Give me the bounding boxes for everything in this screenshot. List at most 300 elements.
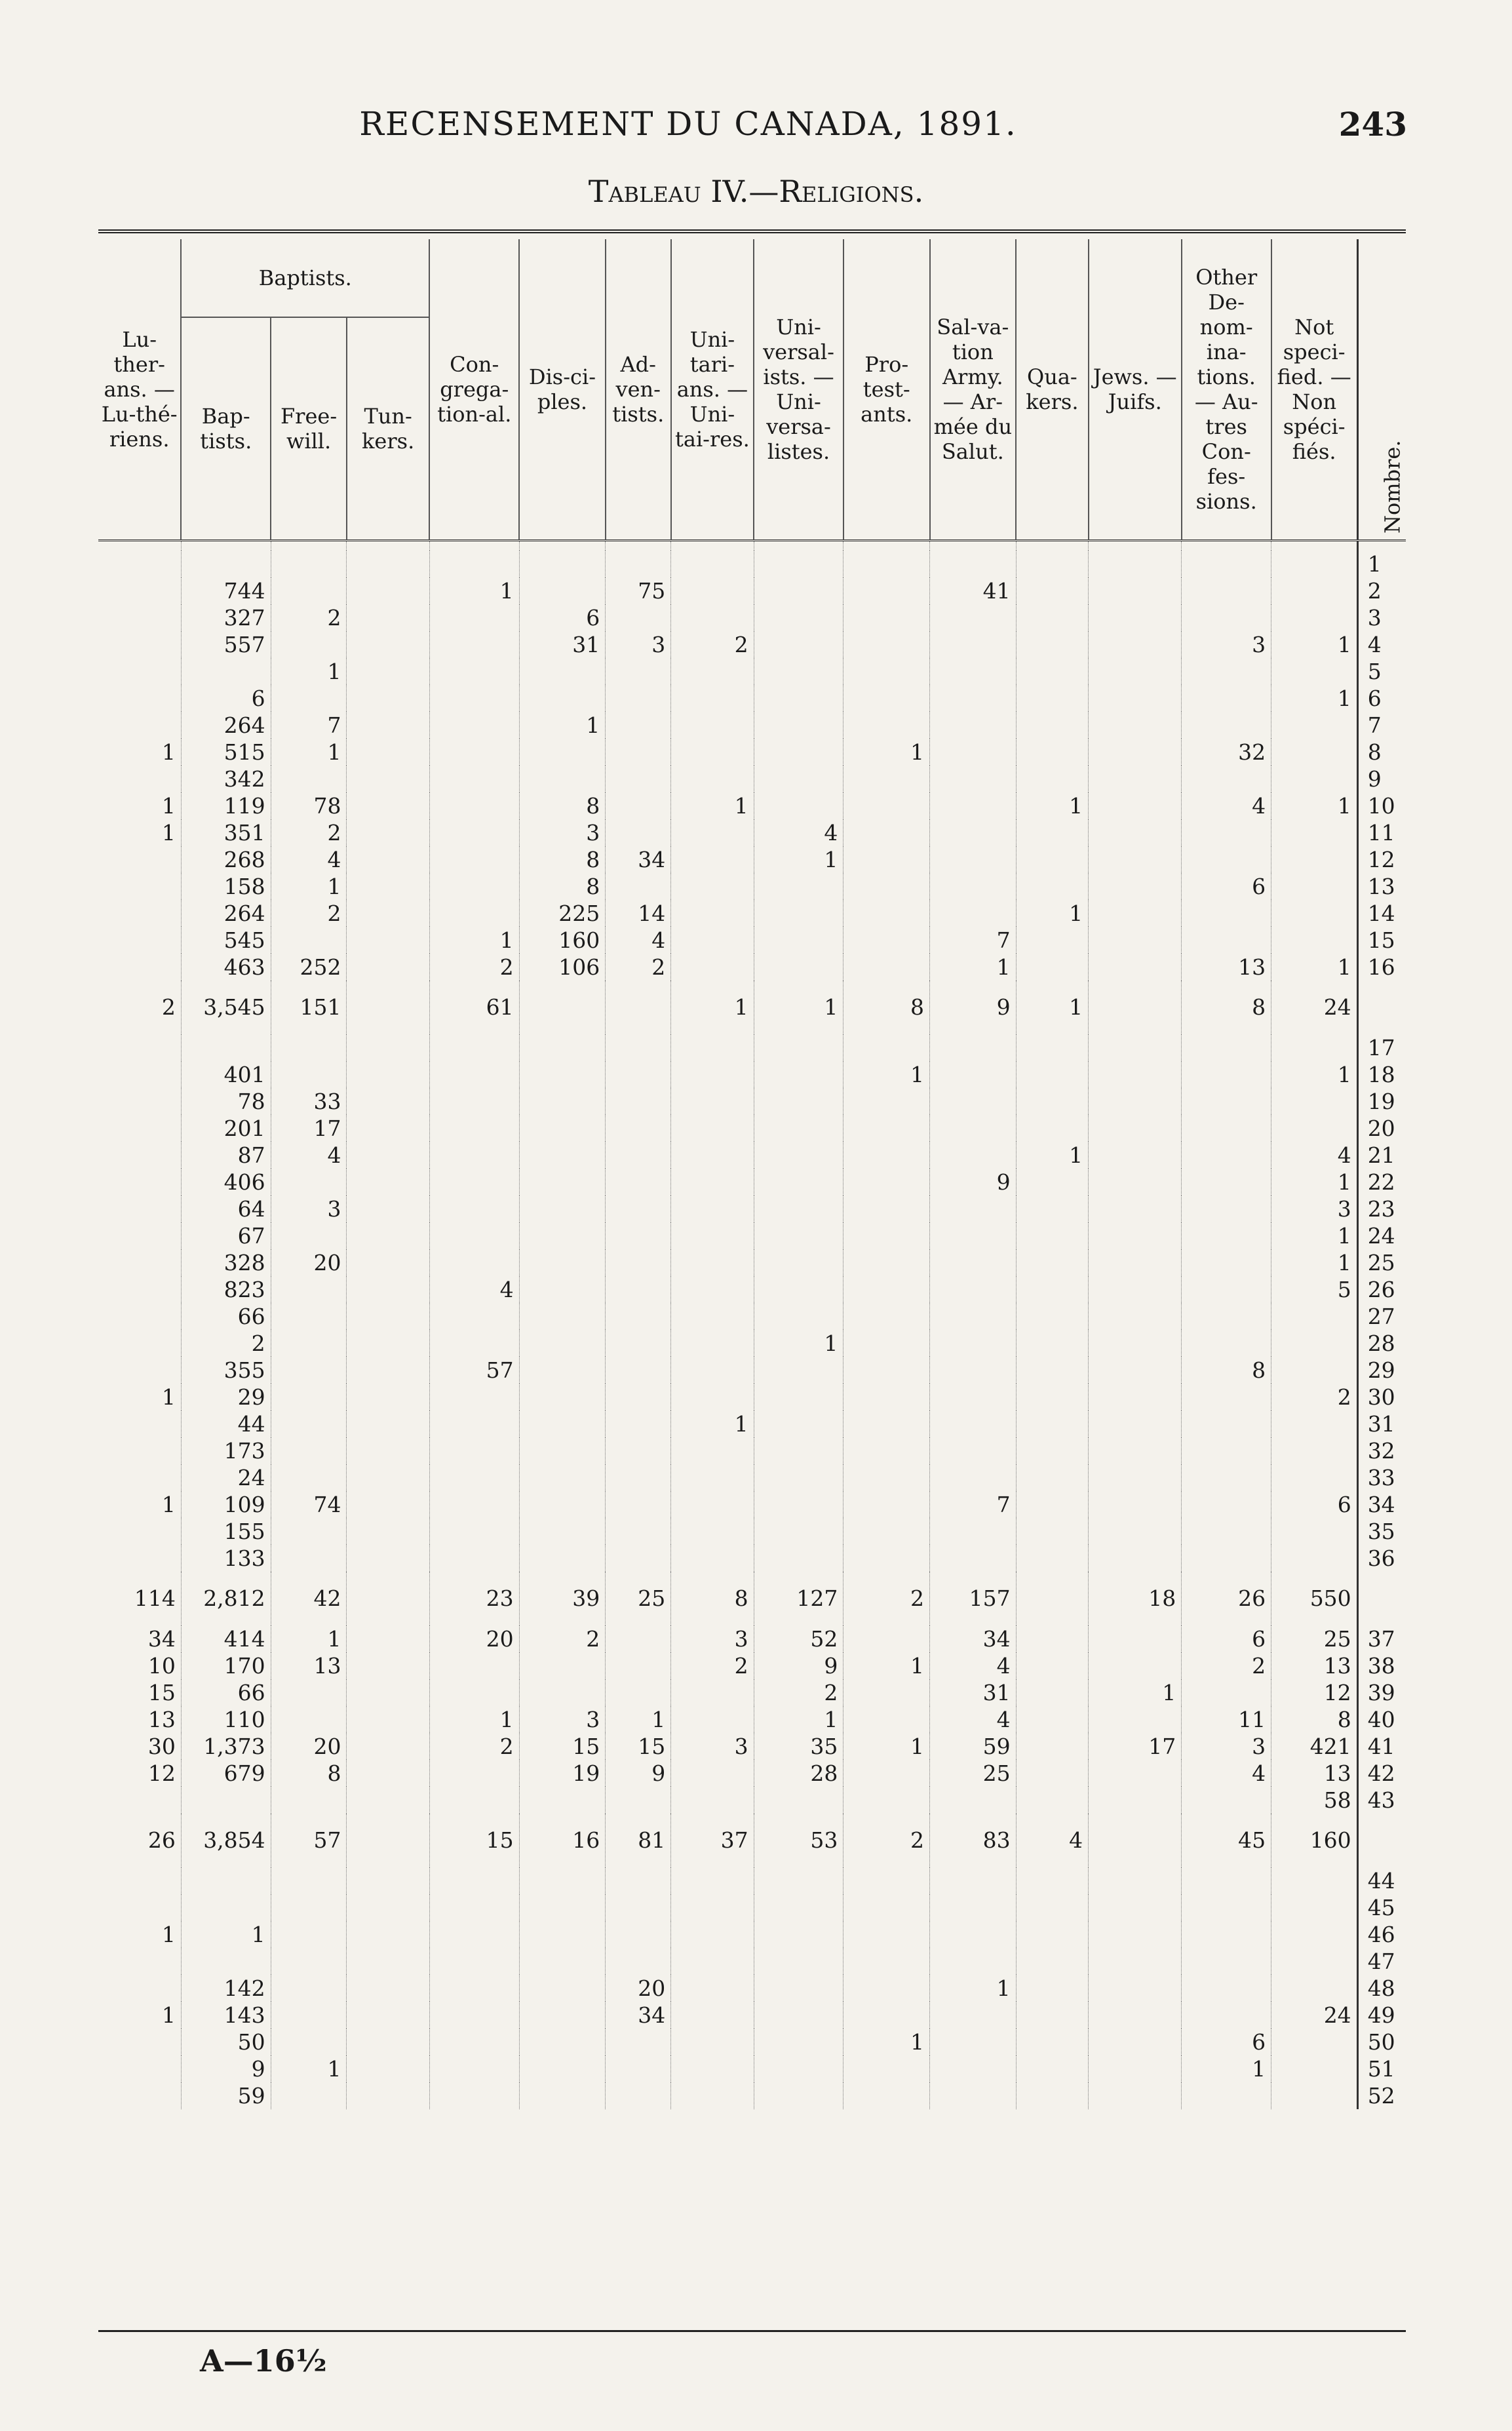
cell xyxy=(606,2029,671,2055)
cell xyxy=(930,1142,1017,1169)
cell xyxy=(1016,1679,1089,1706)
cell xyxy=(671,1061,754,1088)
cell: 44 xyxy=(181,1410,271,1437)
cell xyxy=(671,551,754,577)
table-row xyxy=(98,1276,1406,1303)
cell xyxy=(1016,2029,1089,2055)
cell xyxy=(429,900,519,927)
table-row xyxy=(98,819,1406,846)
cell xyxy=(429,1975,519,2002)
row-number: 27 xyxy=(1357,1303,1406,1330)
cell xyxy=(181,658,271,685)
cell xyxy=(1089,1410,1182,1437)
cell xyxy=(1271,1115,1358,1142)
cell xyxy=(429,658,519,685)
cell: 114 xyxy=(134,1585,176,1611)
cell xyxy=(429,1437,519,1464)
cell xyxy=(843,1115,930,1142)
cell xyxy=(843,1330,930,1357)
cell xyxy=(930,631,1017,658)
cell xyxy=(671,873,754,900)
cell: 24 xyxy=(1271,981,1358,1034)
cell xyxy=(671,2002,754,2029)
total-row xyxy=(98,981,1406,1034)
cell xyxy=(1089,900,1182,927)
cell xyxy=(1182,1142,1271,1169)
cell: 173 xyxy=(181,1437,271,1464)
cell: 1 xyxy=(271,873,347,900)
cell xyxy=(271,1384,347,1410)
cell: 1,373 xyxy=(181,1733,271,1760)
cell xyxy=(606,1115,671,1142)
cell xyxy=(519,1303,606,1330)
cell xyxy=(98,1142,181,1169)
cell xyxy=(606,2055,671,2082)
cell: 8 xyxy=(519,792,606,819)
cell xyxy=(1182,604,1271,631)
table-row xyxy=(98,604,1406,631)
cell xyxy=(1182,1787,1271,1814)
cell xyxy=(347,1652,429,1679)
cell: 25 xyxy=(930,1760,1017,1787)
cell xyxy=(1182,1545,1271,1572)
cell xyxy=(930,1088,1017,1115)
row-number: 17 xyxy=(1357,1034,1406,1061)
cell xyxy=(1089,604,1182,631)
row-number: 33 xyxy=(1357,1464,1406,1491)
row-number: 3 xyxy=(1357,604,1406,631)
cell xyxy=(843,658,930,685)
col-nombre: Nombre. xyxy=(1357,239,1406,540)
cell: 6 xyxy=(519,604,606,631)
cell xyxy=(671,2029,754,2055)
table-row xyxy=(98,1545,1406,1572)
cell xyxy=(1271,1867,1358,1894)
cell xyxy=(1089,981,1182,1034)
cell: 29 xyxy=(181,1384,271,1410)
cell xyxy=(181,1034,271,1061)
cell: 351 xyxy=(181,819,271,846)
cell xyxy=(754,792,843,819)
cell: 157 xyxy=(930,1572,1017,1625)
cell xyxy=(930,1384,1017,1410)
cell xyxy=(1016,1464,1089,1491)
cell xyxy=(930,1894,1017,1921)
cell xyxy=(843,1142,930,1169)
cell xyxy=(429,1222,519,1249)
row-number: 35 xyxy=(1357,1518,1406,1545)
cell xyxy=(1089,1357,1182,1384)
cell xyxy=(1182,1061,1271,1088)
row-number: 9 xyxy=(1357,766,1406,792)
cell xyxy=(98,766,181,792)
cell xyxy=(930,604,1017,631)
cell xyxy=(754,1410,843,1437)
cell xyxy=(754,1196,843,1222)
cell xyxy=(843,712,930,739)
cell: 78 xyxy=(181,1088,271,1115)
cell: 170 xyxy=(181,1652,271,1679)
cell xyxy=(843,1948,930,1975)
cell xyxy=(519,766,606,792)
cell xyxy=(519,1034,606,1061)
cell xyxy=(606,604,671,631)
table-row xyxy=(98,685,1406,712)
cell xyxy=(1016,1384,1089,1410)
cell: 74 xyxy=(271,1491,347,1518)
cell xyxy=(1089,1034,1182,1061)
cell xyxy=(1089,1518,1182,1545)
cell xyxy=(843,1706,930,1733)
cell: 2 xyxy=(271,819,347,846)
cell: 3 xyxy=(519,819,606,846)
row-number: 50 xyxy=(1357,2029,1406,2055)
table-row xyxy=(98,1787,1406,1814)
cell xyxy=(1016,1330,1089,1357)
cell xyxy=(671,1894,754,1921)
cell xyxy=(1089,551,1182,577)
col-freewill: Free-will. xyxy=(271,317,347,540)
cell xyxy=(671,1518,754,1545)
row-number: 40 xyxy=(1357,1706,1406,1733)
cell xyxy=(1016,927,1089,954)
cell xyxy=(606,981,671,1034)
table-row xyxy=(98,1357,1406,1384)
col-lutherans: Lu-ther-ans. — Lu-thé-riens. xyxy=(98,239,181,540)
cell: 1 xyxy=(1016,981,1089,1034)
bottom-rule xyxy=(98,2330,1406,2332)
cell xyxy=(347,1196,429,1222)
cell xyxy=(671,1491,754,1518)
cell xyxy=(671,739,754,766)
cell xyxy=(347,1948,429,1975)
cell xyxy=(519,1975,606,2002)
cell xyxy=(1182,1437,1271,1464)
cell: 17 xyxy=(1089,1733,1182,1760)
cell xyxy=(1016,1572,1089,1625)
cell xyxy=(843,1222,930,1249)
row-number: 52 xyxy=(1357,2082,1406,2109)
cell: 264 xyxy=(181,900,271,927)
cell xyxy=(1089,1303,1182,1330)
cell: 1 xyxy=(606,1706,671,1733)
spacer-cell xyxy=(843,540,930,551)
cell xyxy=(671,766,754,792)
cell xyxy=(671,1088,754,1115)
cell xyxy=(754,1545,843,1572)
cell xyxy=(671,712,754,739)
cell xyxy=(1271,1437,1358,1464)
table-row xyxy=(98,1034,1406,1061)
cell xyxy=(271,685,347,712)
table-row xyxy=(98,631,1406,658)
cell xyxy=(429,1464,519,1491)
col-baptists: Bap-tists. xyxy=(181,317,271,540)
cell xyxy=(271,1303,347,1330)
cell: 679 xyxy=(181,1760,271,1787)
page-number: 243 xyxy=(1338,105,1407,144)
cell xyxy=(98,604,181,631)
row-number xyxy=(1357,1814,1406,1867)
cell xyxy=(930,1034,1017,1061)
cell xyxy=(754,551,843,577)
cell xyxy=(429,1249,519,1276)
cell: 8 xyxy=(519,873,606,900)
cell xyxy=(754,739,843,766)
cell: 342 xyxy=(181,766,271,792)
cell: 545 xyxy=(181,927,271,954)
cell xyxy=(519,1652,606,1679)
cell: 143 xyxy=(181,2002,271,2029)
cell xyxy=(1016,685,1089,712)
table-row xyxy=(98,1303,1406,1330)
cell xyxy=(606,819,671,846)
cell: 1 xyxy=(754,846,843,873)
table-body xyxy=(98,540,1406,2109)
cell: 7 xyxy=(930,1491,1017,1518)
cell xyxy=(606,1464,671,1491)
cell: 1 xyxy=(429,1706,519,1733)
cell xyxy=(98,1222,181,1249)
cell xyxy=(930,2055,1017,2082)
cell xyxy=(429,604,519,631)
col-not-specified: Not speci-fied. — Non spéci-fiés. xyxy=(1271,239,1358,540)
cell: 34 xyxy=(606,846,671,873)
cell xyxy=(519,1088,606,1115)
cell: 328 xyxy=(181,1249,271,1276)
cell xyxy=(1016,577,1089,604)
cell xyxy=(347,1222,429,1249)
cell xyxy=(98,1464,181,1491)
cell xyxy=(1089,1787,1182,1814)
row-number: 25 xyxy=(1357,1249,1406,1276)
cell xyxy=(98,551,181,577)
cell xyxy=(181,1787,271,1814)
cell xyxy=(1271,1464,1358,1491)
cell xyxy=(347,1975,429,2002)
cell xyxy=(930,1464,1017,1491)
cell xyxy=(930,1115,1017,1142)
col-universalists: Uni-versal-ists. — Uni-versa-listes. xyxy=(754,239,843,540)
cell: 6 xyxy=(1182,873,1271,900)
cell xyxy=(754,1518,843,1545)
cell xyxy=(754,658,843,685)
cell: 557 xyxy=(181,631,271,658)
cell xyxy=(1089,819,1182,846)
cell: 4 xyxy=(1182,792,1271,819)
cell xyxy=(429,631,519,658)
cell: 8 xyxy=(1182,1357,1271,1384)
cell xyxy=(1271,1545,1358,1572)
cell xyxy=(930,900,1017,927)
cell xyxy=(754,1787,843,1814)
cell xyxy=(671,1303,754,1330)
table-row xyxy=(98,766,1406,792)
spacer-cell xyxy=(754,540,843,551)
row-number: 37 xyxy=(1357,1625,1406,1652)
cell xyxy=(843,1518,930,1545)
cell: 2,812 xyxy=(181,1572,271,1625)
cell xyxy=(181,1948,271,1975)
cell xyxy=(98,1034,181,1061)
cell: 34 xyxy=(606,2002,671,2029)
spacer-cell xyxy=(271,540,347,551)
cell: 3 xyxy=(671,1625,754,1652)
cell: 1 xyxy=(843,1733,930,1760)
cell: 268 xyxy=(181,846,271,873)
cell: 20 xyxy=(429,1625,519,1652)
cell xyxy=(754,712,843,739)
col-unitarians: Uni-tari-ans. — Uni-tai-res. xyxy=(671,239,754,540)
cell: 2 xyxy=(429,1733,519,1760)
row-number: 18 xyxy=(1357,1061,1406,1088)
cell: 2 xyxy=(1182,1652,1271,1679)
cell: 3 xyxy=(519,1706,606,1733)
cell: 1 xyxy=(161,2002,176,2028)
cell xyxy=(271,1437,347,1464)
cell: 4 xyxy=(1182,1760,1271,1787)
cell xyxy=(347,792,429,819)
cell: 823 xyxy=(181,1276,271,1303)
cell: 15 xyxy=(606,1733,671,1760)
cell xyxy=(843,873,930,900)
cell xyxy=(1182,1034,1271,1061)
cell xyxy=(606,1249,671,1276)
cell xyxy=(519,1222,606,1249)
row-number: 48 xyxy=(1357,1975,1406,2002)
cell: 225 xyxy=(519,900,606,927)
cell: 2 xyxy=(271,900,347,927)
cell: 24 xyxy=(181,1464,271,1491)
cell: 6 xyxy=(1271,1491,1358,1518)
cell xyxy=(98,685,181,712)
cell xyxy=(1182,1948,1271,1975)
cell xyxy=(1089,846,1182,873)
cell xyxy=(671,1679,754,1706)
cell: 8 xyxy=(1182,981,1271,1034)
cell: 52 xyxy=(754,1625,843,1652)
cell: 1 xyxy=(271,739,347,766)
cell xyxy=(1016,766,1089,792)
cell xyxy=(754,631,843,658)
cell xyxy=(671,604,754,631)
cell xyxy=(519,1169,606,1196)
cell xyxy=(519,1787,606,1814)
cell xyxy=(519,1518,606,1545)
cell xyxy=(519,981,606,1034)
cell xyxy=(347,954,429,981)
cell xyxy=(1016,1437,1089,1464)
cell xyxy=(1089,1894,1182,1921)
cell xyxy=(271,1276,347,1303)
cell xyxy=(1016,1975,1089,2002)
cell xyxy=(347,2002,429,2029)
row-number: 16 xyxy=(1357,954,1406,981)
cell xyxy=(606,1679,671,1706)
cell xyxy=(930,2002,1017,2029)
cell xyxy=(1271,1948,1358,1975)
cell xyxy=(1182,712,1271,739)
table-row xyxy=(98,1921,1406,1948)
row-number: 34 xyxy=(1357,1491,1406,1518)
cell xyxy=(843,604,930,631)
cell xyxy=(429,1410,519,1437)
cell: 8 xyxy=(271,1760,347,1787)
cell xyxy=(606,1384,671,1410)
cell: 78 xyxy=(271,792,347,819)
cell xyxy=(1016,954,1089,981)
cell: 1 xyxy=(754,981,843,1034)
cell xyxy=(347,1464,429,1491)
cell xyxy=(519,1061,606,1088)
cell xyxy=(754,1357,843,1384)
cell xyxy=(1089,1814,1182,1867)
cell: 2 xyxy=(843,1814,930,1867)
cell: 2 xyxy=(161,994,176,1020)
cell xyxy=(1089,685,1182,712)
cell xyxy=(1271,739,1358,766)
cell xyxy=(754,1088,843,1115)
cell xyxy=(754,1142,843,1169)
cell xyxy=(519,685,606,712)
cell xyxy=(606,712,671,739)
cell xyxy=(98,1330,181,1357)
row-number: 14 xyxy=(1357,900,1406,927)
cell xyxy=(98,954,181,981)
cell: 11 xyxy=(1182,1706,1271,1733)
table-row xyxy=(98,1625,1406,1652)
cell xyxy=(429,1518,519,1545)
cell xyxy=(1271,1034,1358,1061)
col-other-denominations: Other De-nom-ina-tions. — Au-tres Con-fes-sions. xyxy=(1182,239,1271,540)
cell: 10 xyxy=(147,1652,176,1679)
cell: 1 xyxy=(930,1975,1017,2002)
cell: 87 xyxy=(181,1142,271,1169)
cell xyxy=(606,1652,671,1679)
cell: 201 xyxy=(181,1115,271,1142)
cell: 2 xyxy=(606,954,671,981)
cell: 2 xyxy=(519,1625,606,1652)
cell xyxy=(1271,819,1358,846)
cell: 355 xyxy=(181,1357,271,1384)
col-jews: Jews. — Juifs. xyxy=(1089,239,1182,540)
cell xyxy=(606,1867,671,1894)
cell xyxy=(754,1169,843,1196)
cell xyxy=(930,1545,1017,1572)
cell xyxy=(347,631,429,658)
table-row xyxy=(98,1142,1406,1169)
cell xyxy=(347,846,429,873)
cell xyxy=(843,1384,930,1410)
cell xyxy=(671,846,754,873)
cell xyxy=(843,954,930,981)
table-row xyxy=(98,927,1406,954)
cell xyxy=(754,1061,843,1088)
cell xyxy=(519,1330,606,1357)
row-number: 44 xyxy=(1357,1867,1406,1894)
spacer-cell xyxy=(930,540,1017,551)
total-row xyxy=(98,1814,1406,1867)
cell xyxy=(843,1437,930,1464)
cell xyxy=(98,658,181,685)
cell xyxy=(1016,819,1089,846)
cell xyxy=(347,1921,429,1948)
row-number: 13 xyxy=(1357,873,1406,900)
cell xyxy=(519,739,606,766)
cell: 744 xyxy=(181,577,271,604)
cell xyxy=(843,1169,930,1196)
cell xyxy=(1016,873,1089,900)
